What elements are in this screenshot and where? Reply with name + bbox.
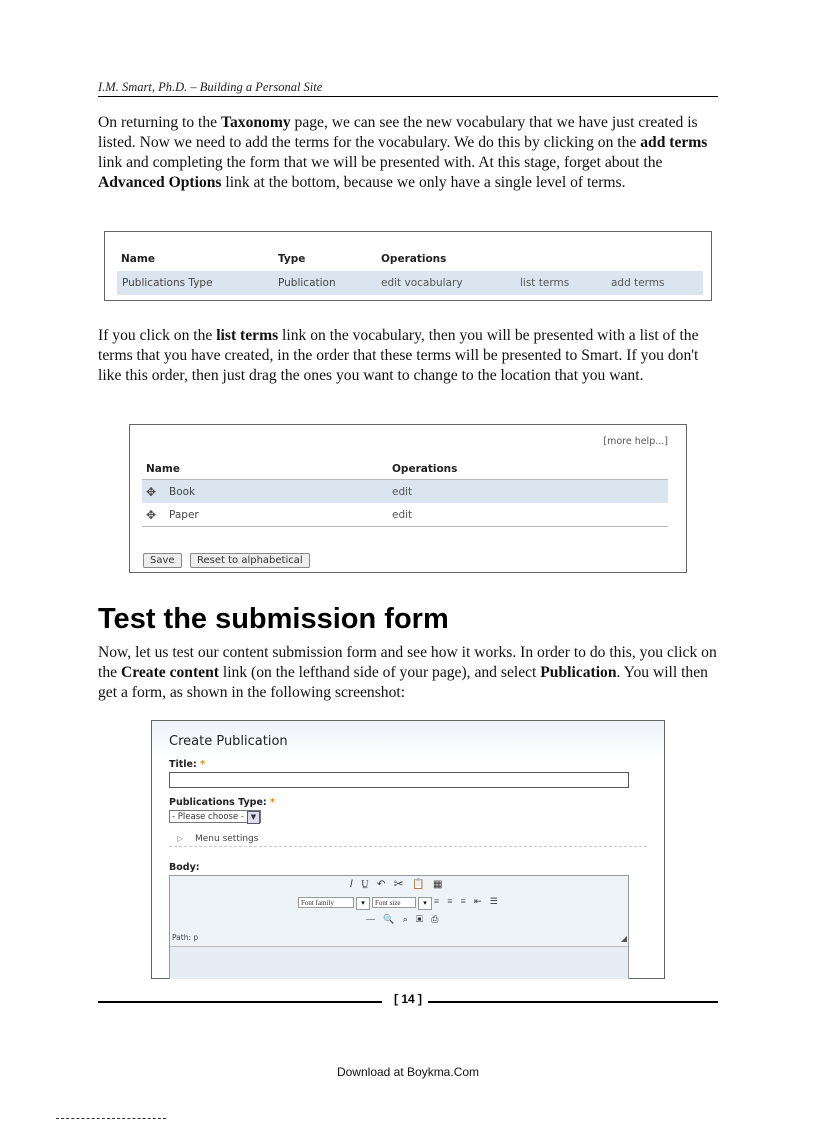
path-indicator: Path: p (172, 933, 199, 942)
col-header-name: Name (146, 463, 180, 475)
term-name: Book (169, 486, 196, 498)
footer-rule-left (98, 1001, 382, 1003)
download-footer: Download at Boykma.Com (336, 1065, 480, 1079)
editor-lower-area (170, 946, 628, 979)
align-toolbar[interactable]: ≡ ≡ ≡ ⇤ ☰ (434, 896, 501, 906)
edit-term-link[interactable]: edit (392, 486, 413, 498)
paragraph-list-terms: If you click on the list terms link on the vocabulary, then you will be presented with a list of the terms that you have created, in the order that these terms will be presented to Smart. If you don't like this order, then just drag the ones you want to change to the location that you want. (98, 327, 699, 384)
font-size-dropdown-icon[interactable]: ▾ (418, 897, 432, 910)
expand-icon: ▷ (177, 834, 184, 843)
paragraph-submission: Now, let us test our content submission form and see how it works. In order to do this, you click on the Create content link (on the lefthand side of your page), and select Publication. You will then get a form, as shown in the following screenshot: (98, 644, 717, 701)
font-family-dropdown-icon[interactable]: ▾ (356, 897, 370, 910)
list-terms-link[interactable]: list terms (520, 277, 570, 289)
term-name: Paper (169, 509, 199, 521)
font-family-select[interactable]: Font family (298, 897, 354, 908)
save-button[interactable]: Save (143, 553, 182, 568)
create-publication-screenshot (151, 720, 665, 979)
chevron-down-icon: ▼ (247, 811, 260, 824)
bottom-scan-line (56, 1118, 166, 1120)
resize-handle-icon[interactable]: ◢ (620, 934, 627, 943)
menu-settings-link[interactable]: Menu settings (195, 834, 259, 844)
edit-vocabulary-link[interactable]: edit vocabulary (381, 277, 463, 289)
drag-handle-icon[interactable]: ✥ (146, 508, 157, 522)
section-heading: Test the submission form (98, 603, 449, 635)
col-header-operations: Operations (381, 253, 447, 265)
vocab-name: Publications Type (122, 277, 213, 289)
table-row (142, 480, 668, 503)
body-editor[interactable] (169, 875, 629, 979)
body-label: Body: (169, 862, 200, 873)
reset-alphabetical-button[interactable]: Reset to alphabetical (190, 553, 310, 568)
footer-rule-right (428, 1001, 718, 1003)
table-row (142, 503, 668, 527)
table-row (117, 271, 703, 295)
menu-settings-fieldset[interactable] (169, 834, 647, 847)
terms-screenshot (129, 424, 687, 573)
publications-type-label: Publications Type: * (169, 797, 275, 808)
form-title: Create Publication (169, 734, 288, 749)
editor-toolbar-row-3[interactable]: — 🔍 ⌕ ▣ ⎙ (366, 914, 442, 924)
running-header: I.M. Smart, Ph.D. – Building a Personal Site (98, 80, 718, 97)
page-number: [ 14 ] (393, 992, 422, 1006)
title-label: Title: * (169, 759, 206, 770)
col-header-type: Type (278, 253, 306, 265)
add-terms-link[interactable]: add terms (611, 277, 665, 289)
paragraph-taxonomy: On returning to the Taxonomy page, we can see the new vocabulary that we have just created is listed. Now we need to add the terms for the vocabulary. We do this by clicking on the add terms link and completing the form that we will be presented with. At this stage, forget about the Advanced Options link at the bottom, because we only have a single level of terms. (98, 114, 708, 191)
edit-term-link[interactable]: edit (392, 509, 413, 521)
editor-toolbar-row-1[interactable]: 𝐼 U̲ ↶ ✂ 📋 ▦ (350, 879, 446, 890)
title-input[interactable] (169, 772, 629, 788)
col-header-name: Name (121, 253, 155, 265)
font-size-select[interactable]: Font size (372, 897, 416, 908)
vocab-type: Publication (278, 277, 336, 289)
drag-handle-icon[interactable]: ✥ (146, 485, 157, 499)
vocabulary-screenshot (104, 231, 712, 301)
col-header-operations: Operations (392, 463, 458, 475)
more-help-link[interactable]: [more help...] (603, 436, 668, 447)
publications-type-select[interactable]: - Please choose - ▼ (169, 810, 261, 823)
